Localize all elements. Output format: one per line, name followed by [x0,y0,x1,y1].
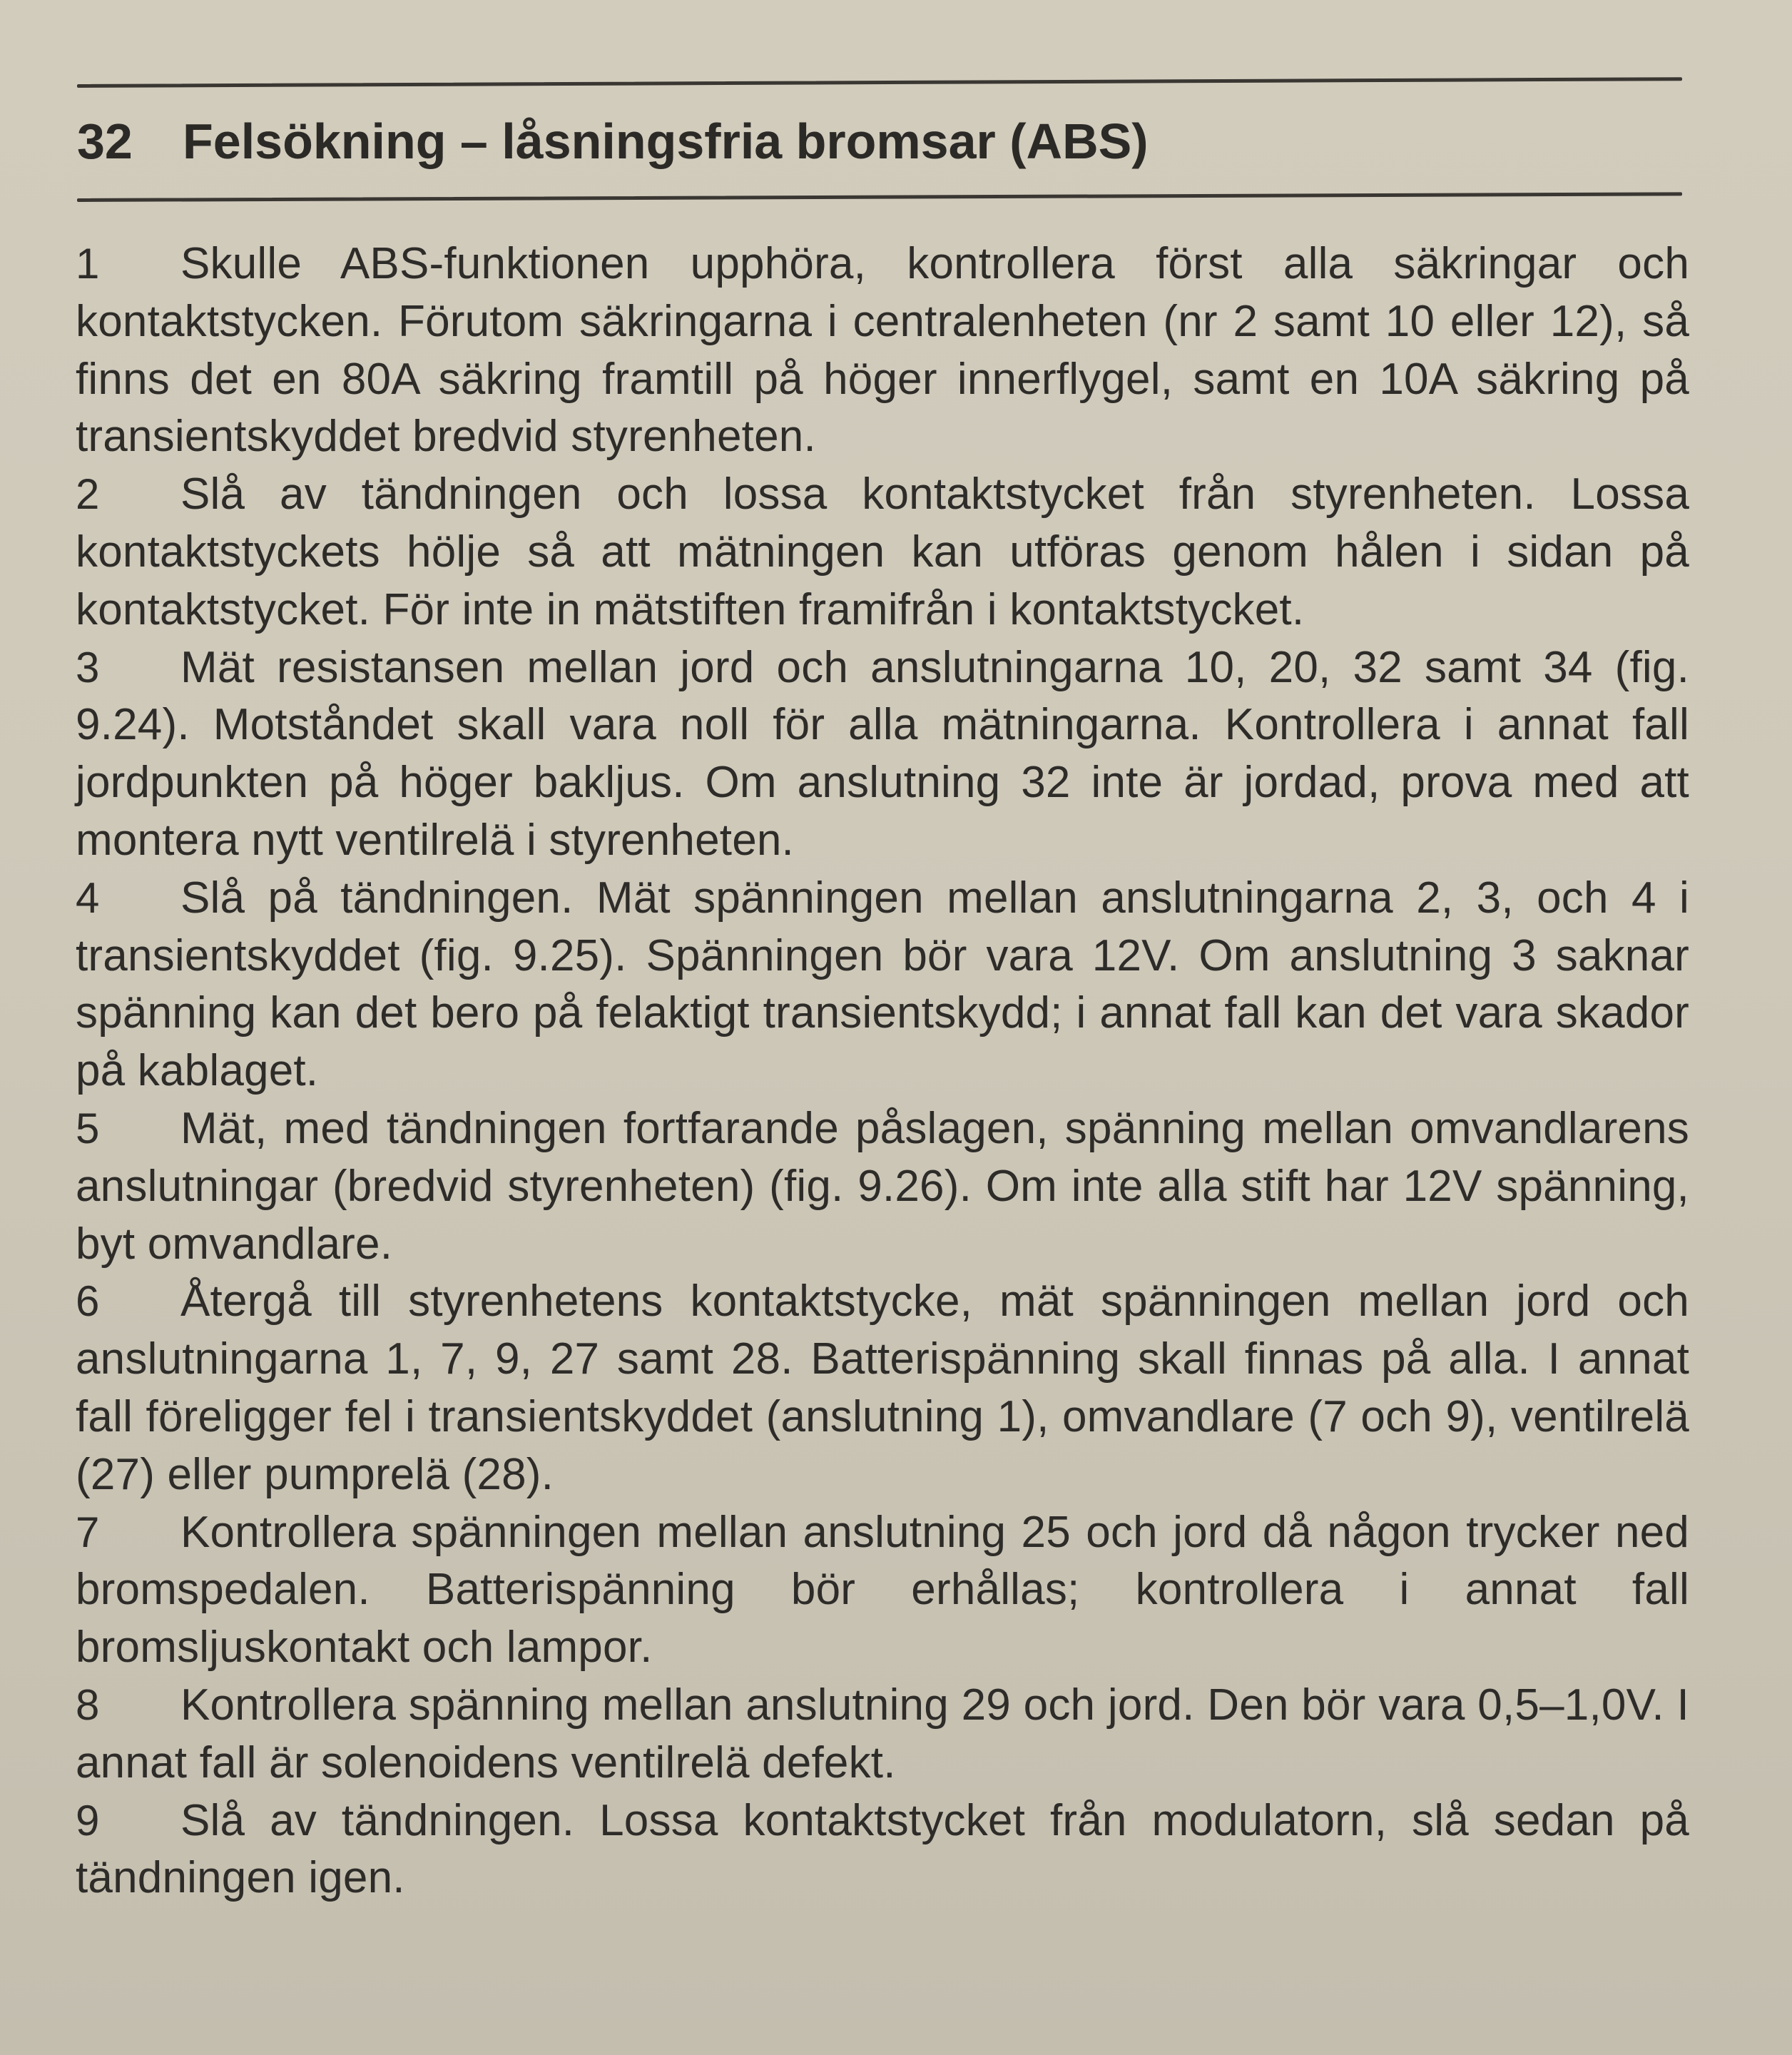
section-title: Felsökning – låsningsfria bromsar (ABS) [183,113,1149,169]
paragraph-text: Slå av tändningen och lossa kontaktstycket från styrenheten. Lossa kontaktstyckets hölje så att mätningen kan utföras genom hålen i sidan på kontaktstycket. För inte in mätstiften framifrån i kontaktstycket. [76,470,1689,634]
paragraph-8 [76,1677,1689,1792]
paragraph-number: 5 [76,1104,100,1152]
section-body [76,235,1689,1907]
paragraph-number: 1 [76,240,100,288]
paragraph-text: Skulle ABS-funktionen upphöra, kontrollera först alla säkringar och kontaktstycken. Förutom säkringarna i centralenheten (nr 2 samt 10 eller 12), så finns det en 80A säkring framtill på höger innerflygel, samt en 10A säkring på transientskyddet bredvid styrenheten. [76,239,1689,462]
paragraph-number: 8 [76,1680,100,1729]
paragraph-number: 9 [76,1796,100,1845]
paragraph-number: 4 [76,873,100,922]
paragraph-2 [76,466,1689,639]
paragraph-text: Återgå till styrenhetens kontaktstycke, mät spänningen mellan jord och anslutningarna 1, 7, 9, 27 samt 28. Batterispänning skall finnas på alla. I annat fall föreligger fel i transientskyddet (anslutning 1), omvandlare (7 och 9), ventilrelä (27) eller pumprelä (28). [76,1277,1689,1499]
paragraph-number: 3 [76,643,100,691]
paragraph-text: Slå av tändningen. Lossa kontaktstycket från modulatorn, slå sedan på tändningen igen. [76,1795,1689,1903]
paragraph-number: 6 [76,1277,100,1326]
paragraph-7 [76,1504,1689,1677]
paragraph-3 [76,639,1689,870]
paragraph-number: 7 [76,1508,100,1556]
heading-underline-rule [77,192,1682,202]
paragraph-text: Kontrollera spänningen mellan anslutning 25 och jord då någon trycker ned bromspedalen. Batterispänning bör erhållas; kontrollera i annat fall bromsljuskontakt och lampor. [76,1507,1689,1673]
paragraph-5 [76,1100,1689,1273]
paragraph-9 [76,1792,1689,1908]
paragraph-text: Mät, med tändningen fortfarande påslagen, spänning mellan omvandlarens anslutningar (bredvid styrenheten) (fig. 9.26). Om inte alla stift har 12V spänning, byt omvandlare. [76,1103,1689,1269]
section-heading [77,106,1704,177]
paragraph-text: Slå på tändningen. Mät spänningen mellan anslutningarna 2, 3, och 4 i transientskyddet (fig. 9.25). Spänningen bör vara 12V. Om anslutning 3 saknar spänning kan det bero på felaktigt transientskydd; i annat fall kan det vara skador på kablaget. [76,873,1689,1096]
paragraph-number: 2 [76,470,100,519]
top-rule [77,77,1682,88]
paragraph-text: Mät resistansen mellan jord och anslutningarna 10, 20, 32 samt 34 (fig. 9.24). Motståndet skall vara noll för alla mätningarna. Kontrollera i annat fall jordpunkten på höger bakljus. Om anslutning 32 inte är jordad, prova med att montera nytt ventilrelä i styrenheten. [76,642,1689,865]
paragraph-text: Kontrollera spänning mellan anslutning 29 och jord. Den bör vara 0,5–1,0V. I annat fall är solenoidens ventilrelä defekt. [76,1680,1689,1787]
paragraph-4 [76,870,1689,1100]
paragraph-6 [76,1273,1689,1503]
paragraph-1 [76,235,1689,466]
section-number: 32 [77,113,133,169]
